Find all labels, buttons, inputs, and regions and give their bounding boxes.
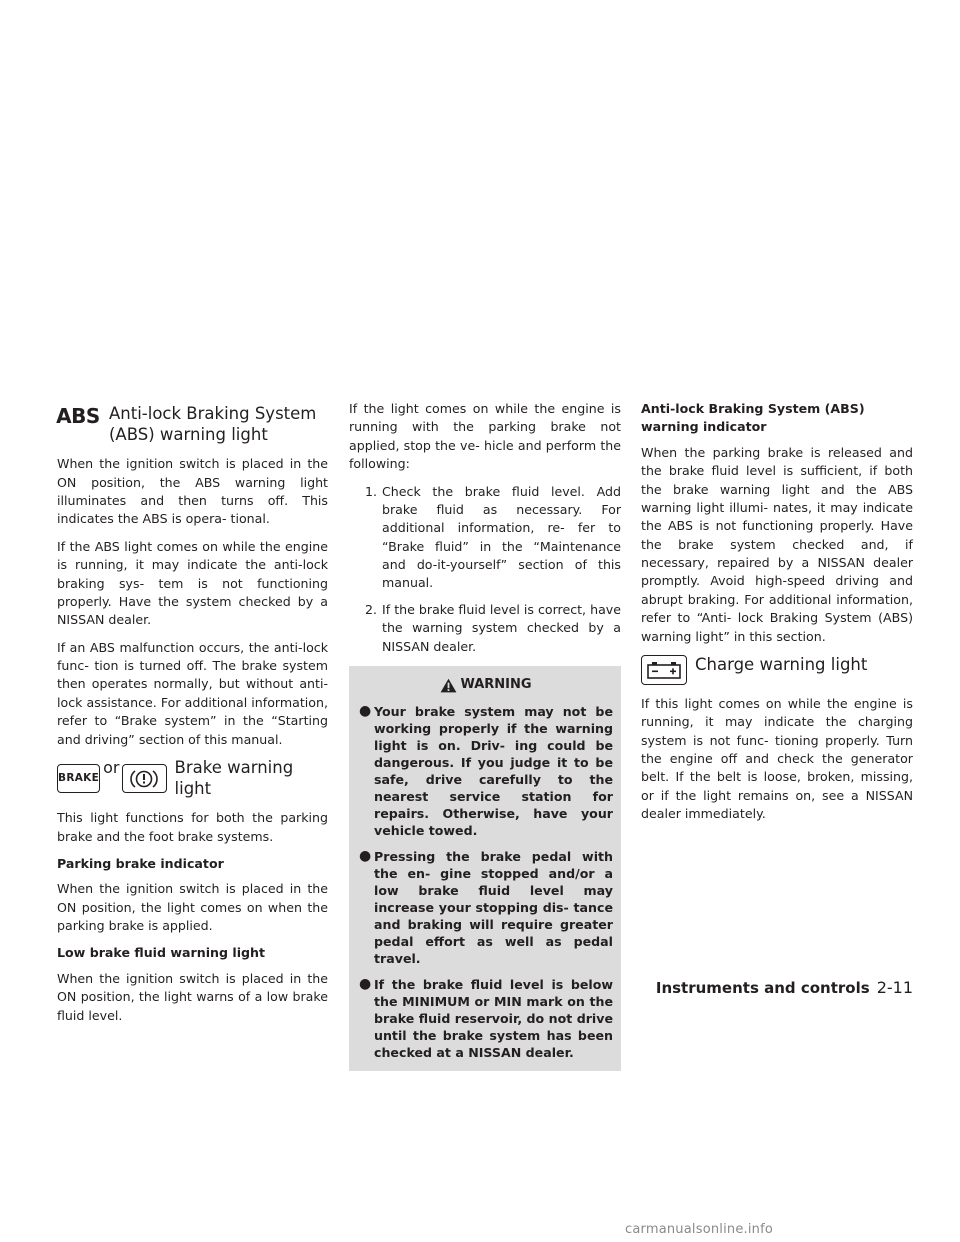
brake-fluid-heading: Low brake fluid warning light [57, 945, 266, 961]
list-item: ● If the brake fluid level is below the MINIMUM or MIN mark on the brake fluid reservoir, do not drive until the brake system has been checked at a NISSAN dealer. [359, 975, 613, 1060]
list-item: ● Your brake system may not be working properly if the warning light is on. Driv- ing could be dangerous. If you judge it to be safe, drive carefully to the nearest service station for repairs. Otherwise, have your vehicle towed. [359, 702, 613, 838]
abs-indicator-heading: Anti-lock Braking System (ABS) warning indicator [641, 401, 865, 435]
list-item: 2. If the brake fluid level is correct, have the warning system checked by a NISSAN dealer. [365, 601, 621, 654]
charge-warning-title: Charge warning light [695, 654, 868, 674]
parking-brake-text: When the ignition switch is placed in the ON position, the light comes on when the parking brake is applied. [57, 881, 328, 933]
abs-indicator-text: When the parking brake is released and the brake fluid level is sufficient, if both the brake warning light and the ABS warning light illumi- nates, it may indicate the ABS is not functioning properly. Have the brake system checked and, if necessary, repaired by a NISSAN dealer promptly. Avoid high-speed driving and abrupt braking. For additional information, refer to “Anti- lock Braking System (ABS) warning light” in this section. [641, 444, 913, 644]
list-item: ● Pressing the brake pedal with the en- gine stopped and/or a low brake fluid level may increase your stopping dis- tance and braking will require greater pedal effort as well as pedal travel. [359, 847, 613, 966]
column-middle [349, 400, 621, 1071]
brake-fluid-text: When the ignition switch is placed in the ON position, the light warns of a low brake fluid level. [57, 970, 328, 1023]
brake-paragraph-1: This light functions for both the parking brake and the foot brake systems. [57, 810, 328, 844]
brake-icon: BRAKE [57, 764, 100, 793]
list-item: 1. Check the brake fluid level. Add brake fluid as necessary. For additional information, re- fer to “Brake fluid” in the “Maintenance and do-it-yourself” section of this manual. [365, 483, 621, 591]
section-name: Instruments and controls [655, 979, 870, 997]
charge-warning-heading [641, 655, 913, 685]
page-footer [641, 976, 913, 1000]
or-text: or [103, 757, 120, 777]
warning-heading: WARNING [359, 676, 613, 695]
battery-icon [641, 655, 687, 685]
abs-paragraph-2: If the ABS light comes on while the engine is running, it may indicate the anti-lock braking sys- tem is not functioning properly. Have the system checked by a NISSAN dealer. [57, 538, 328, 628]
column-left [57, 402, 328, 1034]
abs-warning-heading [57, 402, 328, 445]
watermark: carmanualsonline.info [625, 1222, 774, 1237]
warning-box [349, 666, 621, 1071]
brake-warning-heading [57, 758, 328, 799]
procedure-steps [349, 483, 621, 656]
abs-icon: ABS [56, 404, 100, 429]
abs-paragraph-1: When the ignition switch is placed in the ON position, the ABS warning light illuminates and then turns off. This indicates the ABS is opera- tional. [57, 456, 328, 527]
parking-brake-heading: Parking brake indicator [57, 855, 224, 871]
warning-triangle-icon [440, 678, 457, 693]
brake-light-intro: If the light comes on while the engine is running with the parking brake not applied, stop the ve- hicle and perform the following: [349, 401, 621, 472]
charge-warning-text: If this light comes on while the engine is running, it may indicate the charging system is not func- tioning properly. Turn the engine off and check the generator belt. If the belt is loose, broken, missing, or if the light remains on, see a NISSAN dealer immediately. [641, 695, 913, 822]
abs-warning-title: Anti-lock Braking System (ABS) warning light [109, 404, 317, 444]
brake-warning-title: Brake warning light [174, 757, 294, 798]
column-right [641, 400, 913, 833]
brake-circle-icon [122, 764, 167, 793]
abs-paragraph-3: If an ABS malfunction occurs, the anti-lock func- tion is turned off. The brake system then operates normally, but without anti-lock assistance. For additional information, refer to “Brake system” in the “Starting and driving” section of this manual. [57, 639, 328, 747]
warning-list [359, 703, 613, 1061]
page-number: 2-11 [876, 978, 913, 997]
